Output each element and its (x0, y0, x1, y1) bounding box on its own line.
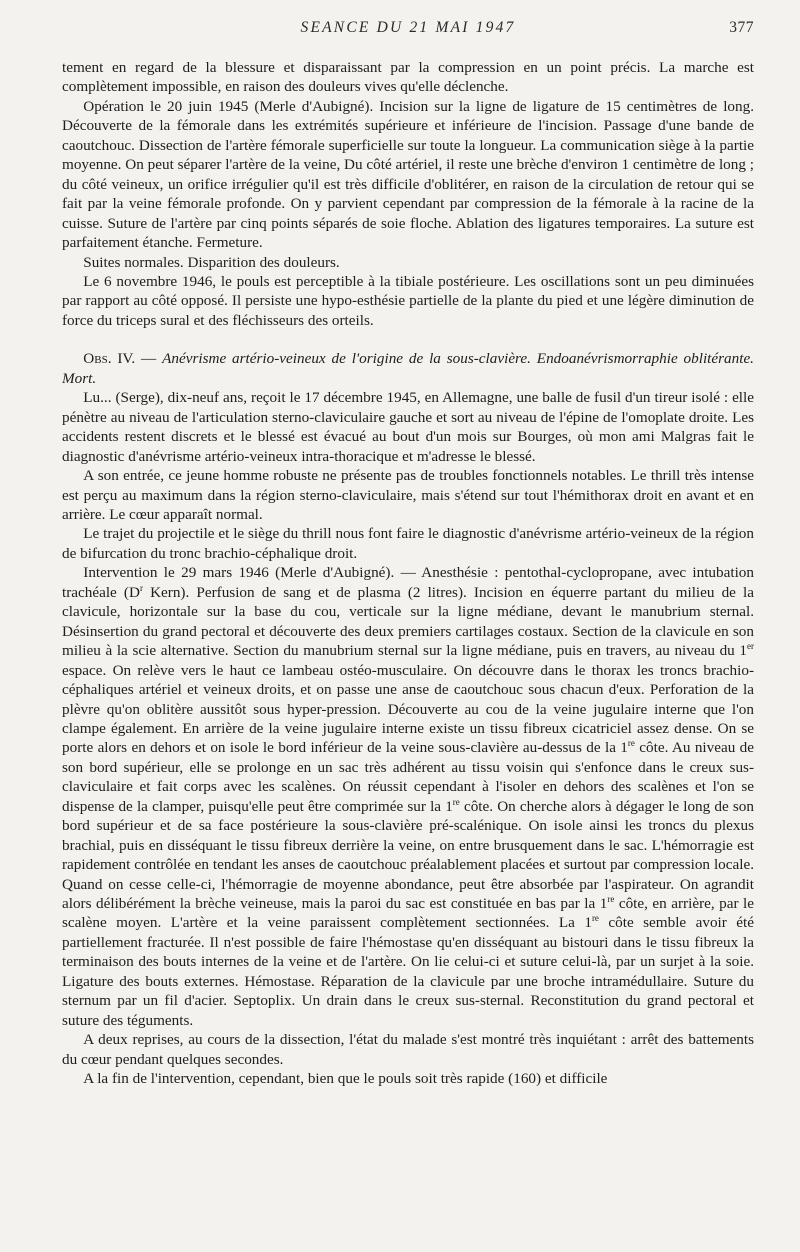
paragraph-entry: A son entrée, ce jeune homme robuste ne présente pas de troubles fonctionnels notables. Le thrill très intense est perçu au maximum dans la région sterno-claviculaire, mais s'étend sur tout l'hémithorax droit en avant et en arrière. Le cœur apparaît normal. (62, 467, 754, 523)
superscript: re (607, 893, 615, 904)
section-gap (62, 330, 754, 349)
superscript: re (591, 913, 599, 924)
superscript: r (139, 582, 143, 593)
intervention-text-2: Kern). Perfusion de sang et de plasma (2 litres). Incision en équerre partant du milieu de la clavicule, horizontale sur la base du cou, verticale sur la ligne médiane, devant le manubrium sternal. Désinsertion du grand pectoral et découverte des deux premiers cartilages costaux. Section de la clavicule en son milieu à la scie alternative. Section du manubrium sternal sur la ligne médiane, puis en travers, au niveau du 1 (62, 583, 754, 660)
running-head (62, 0, 754, 40)
paragraph-operation: Opération le 20 juin 1945 (Merle d'Aubigné). Incision sur la ligne de ligature de 15 centimètres de long. Découverte de la fémorale dans les extrémités supérieure et inférieure de l'incision. Passage d'une bande de caoutchouc. Dissection de l'artère fémorale superficielle sur toute la longueur. La communication siège à la partie moyenne. On peut séparer l'artère de la veine, Du côté artériel, il reste une brèche d'environ 1 centimètre de long ; du côté veineux, un orifice irrégulier qu'il est très difficile d'oblitérer, en raison de la circulation de retour qui se fait par la veine fémorale profonde. On y parvient cependant par compression de la fémorale à la racine de la cuisse. Suture de l'artère par cinq points séparés de soie floche. Ablation des ligatures temporaires. La suture est parfaitement étanche. Fermeture. (62, 97, 754, 252)
observation-title: Anévrisme artério-veineux de l'origine de la sous-clavière. Endoanévrismorraphie oblitérante. Mort. (62, 350, 754, 387)
superscript: er (747, 641, 754, 652)
superscript: re (627, 738, 635, 749)
paragraph-continuation: tement en regard de la blessure et disparaissant par la compression en un point précis. La marche est complètement impossible, en raison des douleurs vives qu'elle déclenche. (62, 59, 754, 96)
paragraph-history: Lu... (Serge), dix-neuf ans, reçoit le 17 décembre 1945, en Allemagne, une balle de fusil d'un tireur isolé : elle pénètre au niveau de l'articulation sterno-claviculaire gauche et sort au niveau de l'épine de l'omoplate droite. Les accidents restent discrets et le blessé est évacué au bout d'un mois sur Bourges, où mon ami Malgras fait le diagnostic d'anévrisme artério-veineux intra-thoracique et m'adresse le blessé. (62, 389, 754, 465)
intervention-text-1: Intervention le 29 mars 1946 (Merle d'Aubigné). — Anesthésie : pentothal-cyclopropane, avec intubation trachéale (D (62, 564, 754, 601)
paragraph-complications: A deux reprises, au cours de la dissection, l'état du malade s'est montré très inquiétant : arrêt des battements du cœur pendant quelques secondes. (62, 1031, 754, 1068)
page-number: 377 (729, 19, 754, 36)
superscript: re (452, 796, 460, 807)
intervention-text-3: espace. On relève vers le haut ce lambeau ostéo-musculaire. On découvre dans le thorax les troncs brachio-céphaliques artériel et veineux droits, et on passe une anse de caoutchouc sous chacun d'eux. Perforation de la plèvre qu'on oblitère aussitôt sous hyper-pression. Découverte au cou de la veine jugulaire interne que l'on clampe également. En arrière de la veine jugulaire interne existe un tissu fibreux cicatriciel assez dense. On se porte alors en dehors et on isole le bord inférieur de la veine sous-clavière au-dessus de la 1 (62, 661, 754, 757)
paragraph-suites: Suites normales. Disparition des douleurs. (83, 253, 340, 271)
paragraph-diagnosis: Le trajet du projectile et le siège du thrill nous font faire le diagnostic d'anévrisme artério-veineux de la région de bifurcation du tronc brachio-céphalique droit. (62, 525, 754, 562)
intervention-text-4: côte. Au niveau de son bord supérieur, elle se prolonge en un sac très adhérent au tissu voisin qui s'enfonce dans le creux sus-claviculaire et fait corps avec les scalènes. On réussit cependant à l'isoler en dehors des scalènes et l'on se dispense de la clamper, puisqu'elle peut être comprimée sur la 1 (62, 739, 754, 815)
intervention-text-5: côte. On cherche alors à dégager le long de son bord supérieur et de sa face postérieure la sous-clavière pré-scalénique. On isole ainsi les troncs du plexus brachial, puis en disséquant le tissu fibreux derrière la veine, on entre brusquement dans le sac. L'hémorragie est rapidement contrôlée en tendant les anses de caoutchouc préalablement placées et surtout par compression locale. Quand on cesse celle-ci, l'hémorragie de moyenne abondance, peut être absorbée par l'aspirateur. On agrandit alors délibérément la brèche veineuse, mais la paroi du sac est constituée en bas par la 1 (62, 797, 754, 913)
observation-label: Obs. IV. — (83, 350, 163, 368)
running-title: SEANCE DU 21 MAI 1947 (300, 19, 516, 36)
body-text (62, 58, 754, 1089)
paragraph-follow-up: Le 6 novembre 1946, le pouls est perceptible à la tibiale postérieure. Les oscillations sont un peu diminuées par rapport au côté opposé. Il persiste une hypo-esthésie partielle de la plante du pied et une légère diminution de force du triceps sural et des fléchisseurs des orteils. (62, 272, 754, 329)
intervention-text-7: côte semble avoir été partiellement fracturée. Il n'est possible de faire l'hémostase qu'en disséquant au bistouri dans le tissu fibreux la terminaison des bouts internes de la veine et de l'artère. On lie celui-ci et suture celui-là, par un surjet à la soie. Ligature des bouts externes. Hémostase. Réparation de la clavicule par une broche intramédullaire. Suture du sternum par un fil d'acier. Septoplix. Un drain dans le creux sus-sternal. Reconstitution du grand pectoral et suture des téguments. (62, 914, 754, 1029)
paragraph-end-intervention: A la fin de l'intervention, cependant, bien que le pouls soit très rapide (160) et difficile (83, 1070, 608, 1088)
intervention-text-6: côte, en arrière, par le scalène moyen. L'artère et la veine paraissent complètement sectionnées. La 1 (62, 895, 754, 932)
paragraph-intervention (62, 563, 754, 1030)
observation-heading (62, 349, 754, 388)
